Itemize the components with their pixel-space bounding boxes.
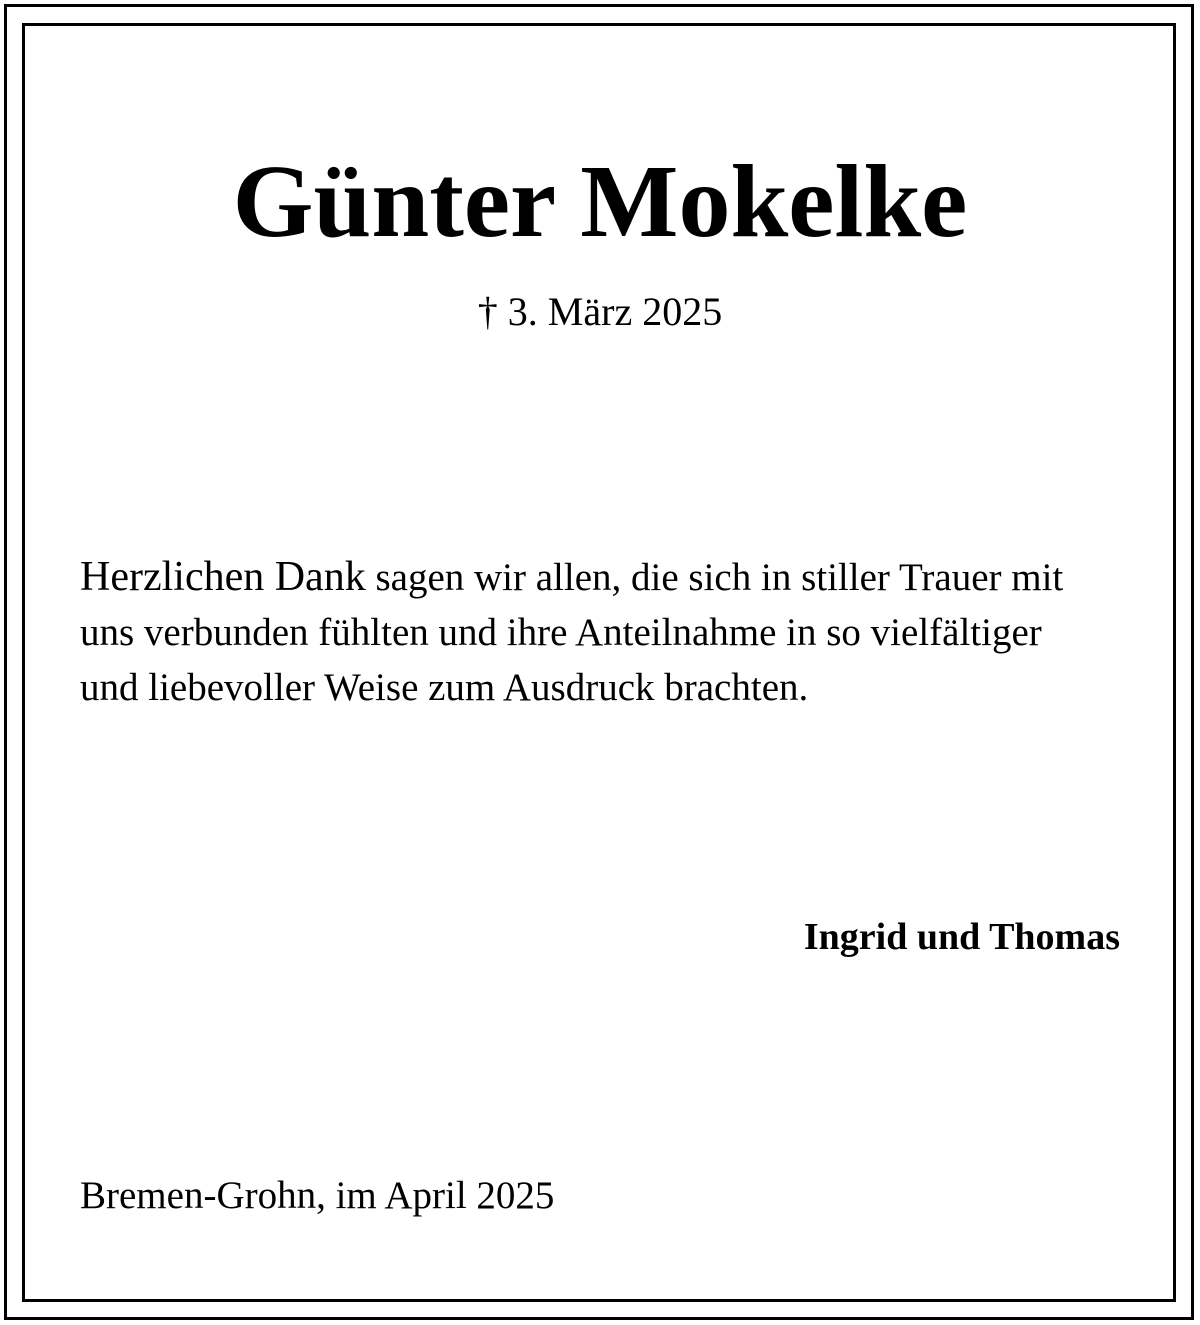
message-line-1 bbox=[80, 550, 1140, 605]
place-and-date: Bremen-Grohn, im April 2025 bbox=[80, 1174, 555, 1217]
thank-you-message bbox=[80, 550, 1140, 715]
message-lead: Herzlichen Dank bbox=[80, 554, 366, 600]
message-line-2: uns verbunden fühlten und ihre Anteilnahme in so vielfältiger bbox=[80, 611, 1042, 654]
signature: Ingrid und Thomas bbox=[803, 916, 1120, 958]
death-date: † 3. März 2025 bbox=[477, 289, 723, 334]
message-line-3: und liebevoller Weise zum Ausdruck brachten. bbox=[80, 666, 809, 709]
message-line-1-rest: sagen wir allen, die sich in stiller Trauer mit bbox=[365, 556, 1064, 599]
deceased-name: Günter Mokelke bbox=[232, 144, 968, 259]
